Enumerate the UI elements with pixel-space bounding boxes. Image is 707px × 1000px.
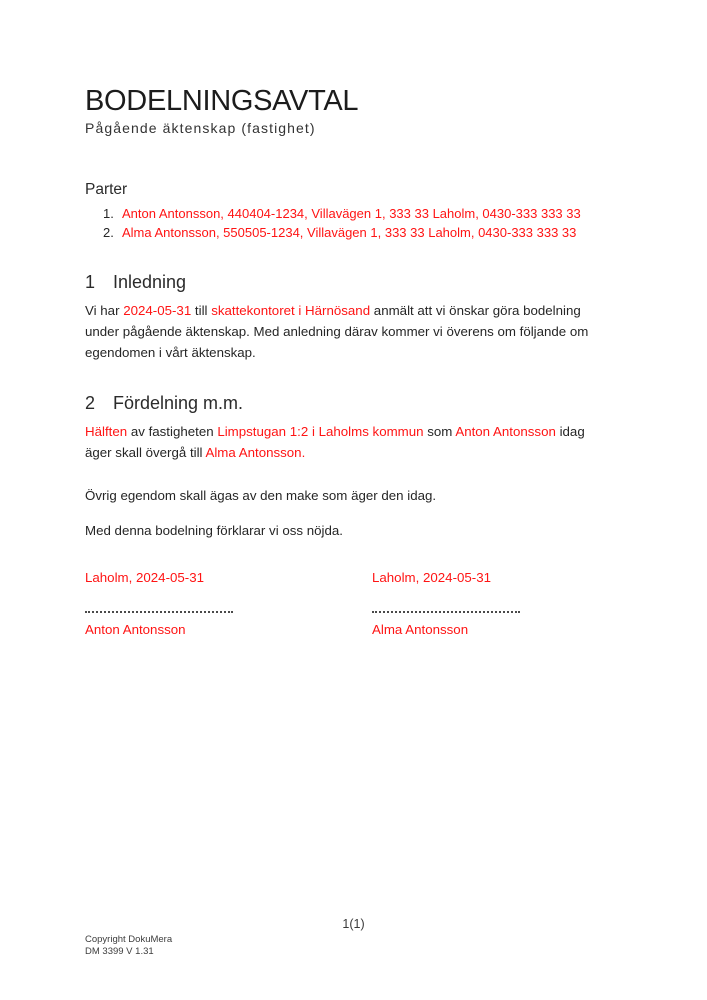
document-title: BODELNINGSAVTAL (85, 85, 359, 117)
page-number: 1(1) (342, 917, 365, 931)
text-segment-date: 2024-05-31 (123, 303, 192, 319)
section-heading-fordelning (85, 393, 622, 414)
signature-name: Alma Antonsson (372, 622, 469, 638)
signature-block-right (372, 570, 622, 637)
parties-list (85, 205, 622, 242)
text-segment-recipient: Alma Antonsson. (205, 445, 306, 461)
party-text: Anton Antonsson, 440404-1234, Villavägen 1, 333 33 Laholm, 0430-333 333 33 (122, 206, 581, 222)
body-paragraph-inledning (85, 300, 615, 363)
signature-line (85, 611, 233, 613)
text-segment: idag äger skall övergå till (85, 424, 585, 461)
text-segment: till (191, 303, 212, 319)
party-number: 1. (103, 206, 114, 222)
copyright-line-1: Copyright DokuMera (85, 934, 173, 945)
text-segment: Vi har (85, 303, 124, 319)
text-segment: anmält att vi önskar göra bodelning under pågående äktenskap. Med anledning därav kommer vi överens om följande om egendomen i vårt äktenskap. (85, 303, 589, 361)
signature-row (85, 570, 622, 637)
text-segment: som (423, 424, 456, 440)
signature-block-left (85, 570, 372, 637)
copyright-notice (85, 934, 172, 957)
body-paragraph-other-property: Övrig egendom skall ägas av den make som äger den idag. (85, 488, 437, 504)
signature-line (372, 611, 520, 613)
signature-place-date: Laholm, 2024-05-31 (85, 570, 205, 586)
party-item (85, 224, 622, 243)
text-segment-share: Hälften (85, 424, 128, 440)
body-paragraph-satisfied: Med denna bodelning förklarar vi oss nöjda. (85, 523, 343, 539)
body-paragraph-fordelning (85, 421, 615, 463)
text-segment-owner: Anton Antonsson (455, 424, 556, 440)
signature-name: Anton Antonsson (85, 622, 186, 638)
signature-place-date: Laholm, 2024-05-31 (372, 570, 492, 586)
document-subtitle: Pågående äktenskap (fastighet) (85, 120, 316, 137)
party-text: Alma Antonsson, 550505-1234, Villavägen 1, 333 33 Laholm, 0430-333 333 33 (122, 224, 577, 240)
party-number: 2. (103, 224, 114, 240)
text-segment-property: Limpstugan 1:2 i Laholms kommun (217, 424, 424, 440)
section-title: Fördelning m.m. (113, 393, 244, 414)
copyright-line-2: DM 3399 V 1.31 (85, 945, 154, 957)
party-item (85, 205, 622, 224)
text-segment: av fastigheten (127, 424, 218, 440)
document-page (85, 0, 622, 637)
parties-heading: Parter (85, 181, 128, 199)
section-number: 1 (85, 272, 96, 293)
section-heading-inledning (85, 272, 622, 293)
section-title: Inledning (113, 272, 187, 293)
text-segment-office: skattekontoret i Härnösand (211, 303, 371, 319)
section-number: 2 (85, 393, 96, 414)
